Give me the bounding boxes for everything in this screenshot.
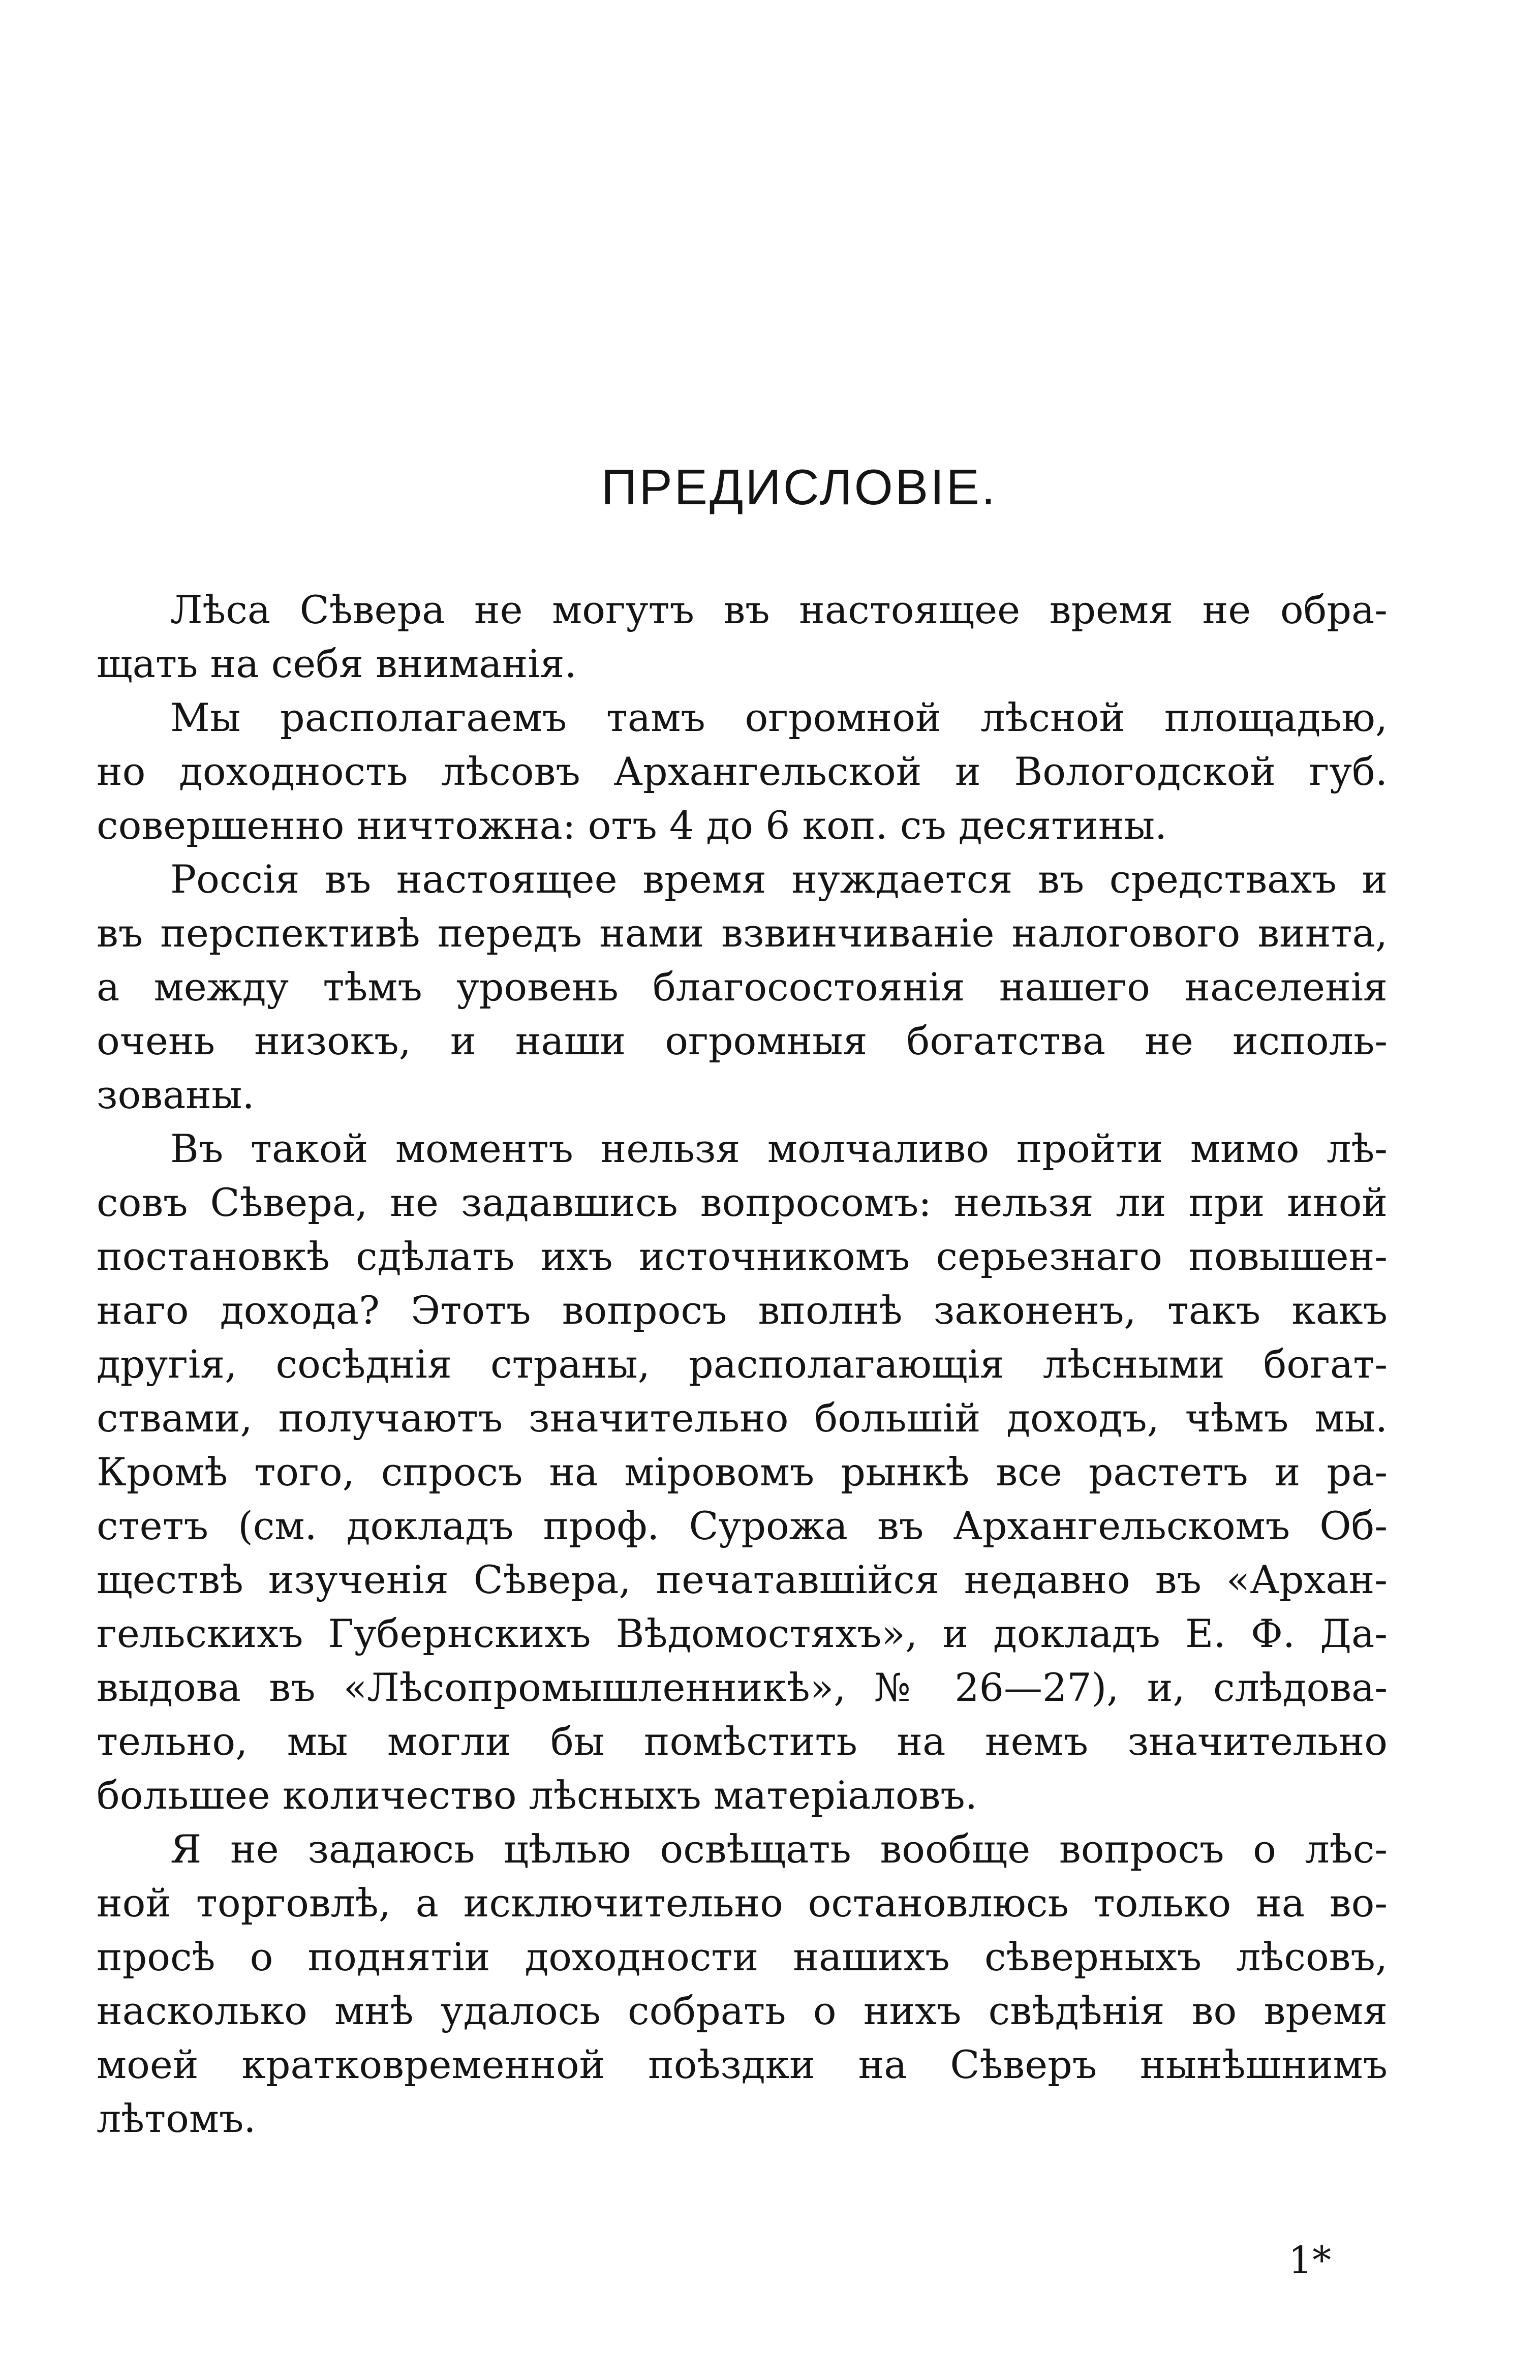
text-line: другія, сосѣднія страны, располагающія лѣсными богат- <box>97 1341 1388 1387</box>
text-line: очень низокъ, и наши огромныя богатства не исполь- <box>97 1018 1388 1063</box>
text-line: Россія въ настоящее время нуждается въ средствахъ и <box>170 857 1388 902</box>
text-line: Въ такой моментъ нельзя молчаливо пройти мимо лѣ- <box>170 1126 1388 1171</box>
page-title: ПРЕДИСЛОВІЕ. <box>601 459 998 515</box>
text-line: зованы. <box>97 1072 255 1117</box>
text-line: стетъ (см. докладъ проф. Сурожа въ Архангельскомъ Об- <box>97 1503 1388 1548</box>
text-line: просѣ о поднятіи доходности нашихъ сѣверныхъ лѣсовъ, <box>97 1934 1388 1979</box>
text-line: постановкѣ сдѣлать ихъ источникомъ серьезнаго повышен- <box>97 1234 1388 1279</box>
text-line: большее количество лѣсныхъ матеріаловъ. <box>97 1773 977 1818</box>
text-line: Мы располагаемъ тамъ огромной лѣсной площадью, <box>170 695 1388 740</box>
text-line: щать на себя вниманія. <box>97 641 577 686</box>
text-line: гельскихъ Губернскихъ Вѣдомостяхъ», и докладъ Е. Ф. Да- <box>97 1611 1388 1656</box>
body-text <box>97 583 1388 2146</box>
text-line: моей кратковременной поѣздки на Сѣверъ нынѣшнимъ <box>97 2042 1388 2087</box>
text-line: Я не задаюсь цѣлью освѣщать вообще вопросъ о лѣс- <box>170 1826 1388 1872</box>
text-line: тельно, мы могли бы помѣстить на немъ значительно <box>97 1719 1388 1764</box>
text-line: а между тѣмъ уровень благосостоянія нашего населенія <box>97 964 1388 1010</box>
text-line: лѣтомъ. <box>97 2096 256 2141</box>
text-line: въ перспективѣ передъ нами взвинчиваніе налогового винта, <box>97 910 1388 956</box>
text-line: ществѣ изученія Сѣвера, печатавшійся недавно въ «Архан- <box>97 1557 1388 1602</box>
text-line: выдова въ «Лѣсопромышленникѣ», № 26—27), и, слѣдова- <box>97 1665 1388 1710</box>
text-line: Кромѣ того, спросъ на міровомъ рынкѣ все растетъ и ра- <box>97 1449 1388 1494</box>
text-line: Лѣса Сѣвера не могутъ въ настоящее время не обра- <box>170 587 1388 632</box>
text-line: ной торговлѣ, а исключительно остановлюсь только на во- <box>97 1880 1388 1926</box>
text-line: совершенно ничтожна: отъ 4 до 6 коп. съ десятины. <box>97 803 1167 848</box>
text-line: насколько мнѣ удалось собрать о нихъ свѣдѣнія во время <box>97 1988 1388 2033</box>
text-line: но доходность лѣсовъ Архангельской и Вологодской губ. <box>97 749 1388 794</box>
text-line: ствами, получаютъ значительно большій доходъ, чѣмъ мы. <box>97 1395 1388 1441</box>
text-line: совъ Сѣвера, не задавшись вопросомъ: нельзя ли при иной <box>97 1180 1388 1225</box>
page-number: 1* <box>1288 2239 1332 2282</box>
text-line: наго дохода? Этотъ вопросъ вполнѣ законенъ, такъ какъ <box>97 1288 1388 1333</box>
